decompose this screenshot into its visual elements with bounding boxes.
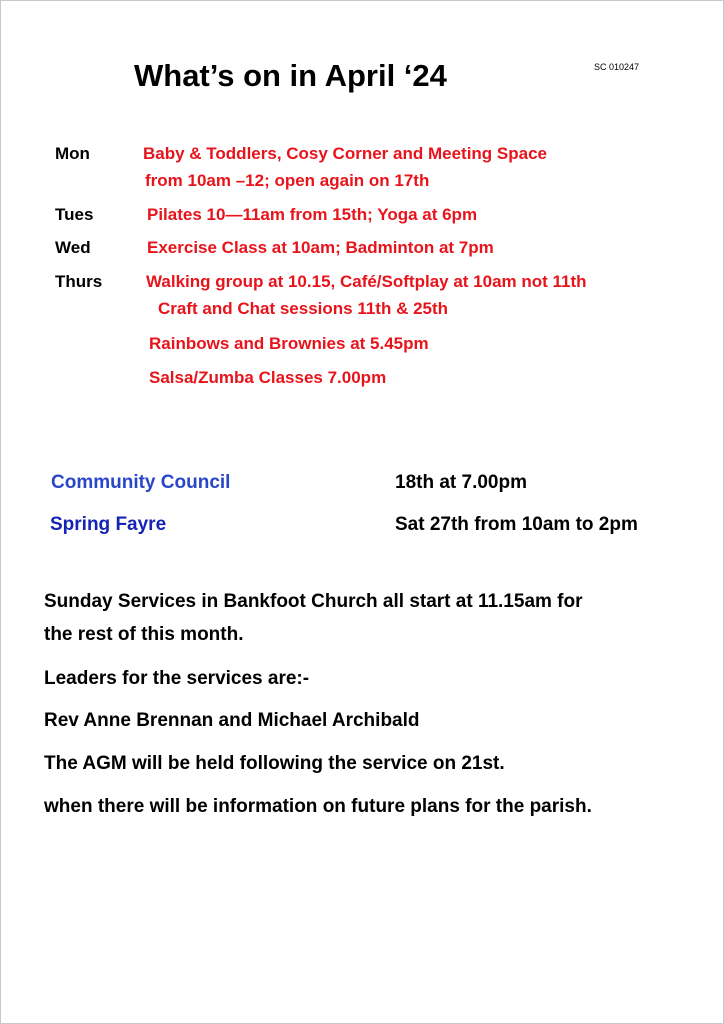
- day-label-thurs: Thurs: [55, 272, 103, 291]
- charity-number: SC 010247: [594, 62, 640, 72]
- wed-event-line-1: Exercise Class at 10am; Badminton at 7pm: [147, 238, 494, 257]
- thurs-event-line-1: Walking group at 10.15, Café/Softplay at 10am not 11th: [146, 272, 587, 291]
- services-line-3: Leaders for the services are:-: [44, 668, 310, 689]
- community-council-label: Community Council: [51, 472, 231, 493]
- day-label-tues: Tues: [55, 205, 94, 224]
- tues-event-line-1: Pilates 10—11am from 15th; Yoga at 6pm: [147, 205, 478, 224]
- services-line-6: when there will be information on future plans for the parish.: [44, 796, 592, 817]
- page-title: What’s on in April ‘24: [134, 58, 447, 93]
- services-line-2: the rest of this month.: [44, 624, 244, 645]
- services-line-5: The AGM will be held following the service on 21st.: [44, 753, 505, 774]
- mon-event-line-1: Baby & Toddlers, Cosy Corner and Meeting Space: [143, 144, 547, 163]
- thurs-event-line-3: Rainbows and Brownies at 5.45pm: [149, 334, 429, 353]
- day-label-wed: Wed: [55, 238, 91, 257]
- spring-fayre-label: Spring Fayre: [50, 514, 167, 535]
- community-council-date: 18th at 7.00pm: [395, 472, 527, 493]
- services-line-4: Rev Anne Brennan and Michael Archibald: [44, 710, 420, 731]
- spring-fayre-date: Sat 27th from 10am to 2pm: [395, 514, 638, 535]
- day-label-mon: Mon: [55, 144, 90, 163]
- services-line-1: Sunday Services in Bankfoot Church all start at 11.15am for: [44, 591, 583, 612]
- thurs-event-line-2: Craft and Chat sessions 11th & 25th: [158, 299, 449, 318]
- thurs-event-line-4: Salsa/Zumba Classes 7.00pm: [149, 368, 387, 387]
- mon-event-line-2: from 10am –12; open again on 17th: [145, 171, 430, 190]
